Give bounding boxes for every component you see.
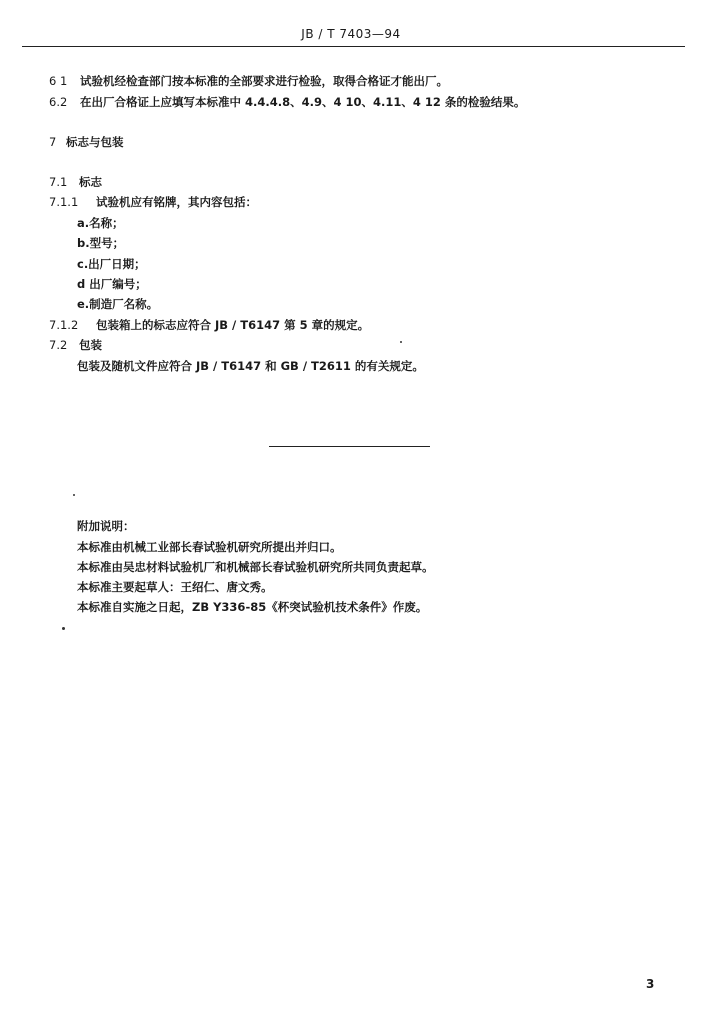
clause-7-1-2 <box>49 318 369 332</box>
clause-text: 标志 <box>79 175 102 189</box>
list-item: c.出厂日期； <box>77 257 146 271</box>
list-item: e.制造厂名称。 <box>77 297 159 311</box>
clause-7-1 <box>49 175 102 189</box>
page-number: 3 <box>646 977 655 991</box>
notes-line: 本标准由机械工业部长春试验机研究所提出并归口。 <box>77 540 342 554</box>
scan-speck <box>62 627 65 630</box>
section-title: 标志与包装 <box>66 135 124 149</box>
clause-6-1 <box>49 74 448 88</box>
clause-7-2-body: 包装及随机文件应符合 JB / T6147 和 GB / T2611 的有关规定。 <box>77 359 424 373</box>
clause-text: 包装箱上的标志应符合 JB / T6147 第 5 章的规定。 <box>96 318 370 332</box>
notes-line: 本标准自实施之日起，ZB Y336-85《杯突试验机技术条件》作废。 <box>77 600 428 614</box>
clause-number: 7.1.2 <box>49 318 79 332</box>
scan-speck <box>400 341 402 343</box>
clause-text: 试验机应有铭牌，其内容包括： <box>96 195 257 209</box>
list-item: d 出厂编号； <box>77 277 147 291</box>
notes-title: 附加说明： <box>77 519 135 533</box>
clause-text: 试验机经检查部门按本标准的全部要求进行检验，取得合格证才能出厂。 <box>80 74 448 88</box>
notes-line: 本标准由吴忠材料试验机厂和机械部长春试验机研究所共同负责起草。 <box>77 560 434 574</box>
list-item: b.型号； <box>77 236 125 250</box>
clause-6-2 <box>49 95 525 109</box>
clause-number: 7.1.1 <box>49 195 79 209</box>
list-item: a.名称； <box>77 216 124 230</box>
clause-7-1-1 <box>49 195 257 209</box>
clause-7-2 <box>49 338 102 352</box>
clause-number: 6.2 <box>49 95 68 109</box>
section-number: 7 <box>49 135 57 149</box>
clause-number: 7.1 <box>49 175 68 189</box>
scan-speck <box>73 494 75 496</box>
clause-text: 包装 <box>79 338 102 352</box>
clause-text: 在出厂合格证上应填写本标准中 4.4.4.8、4.9、4 10、4.11、4 12 条的检验结果。 <box>80 95 526 109</box>
header-rule <box>22 46 685 47</box>
notes-line: 本标准主要起草人：王绍仁、唐文秀。 <box>77 580 273 594</box>
clause-number: 7.2 <box>49 338 68 352</box>
section-7-heading <box>49 135 124 149</box>
standard-code-header: JB / T 7403—94 <box>301 27 401 41</box>
clause-number: 6 1 <box>49 74 68 88</box>
end-of-text-rule <box>269 446 430 447</box>
